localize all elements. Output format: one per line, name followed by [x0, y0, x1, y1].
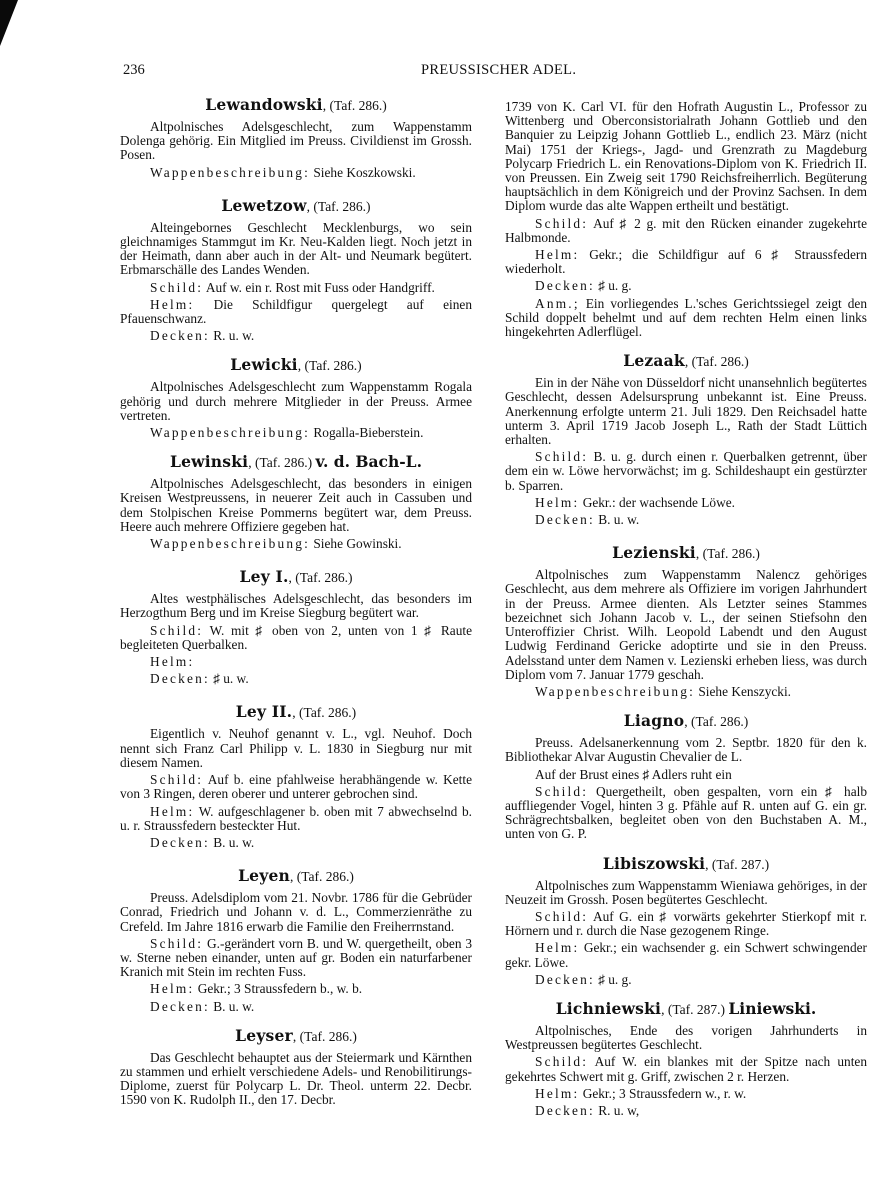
entry-mantling — [505, 279, 867, 293]
entry-name: Leyser — [235, 1025, 293, 1045]
entry-shield — [120, 937, 472, 980]
field-label: Decken: — [150, 834, 210, 850]
entry-name: Libiszowski — [602, 853, 706, 873]
field-label: Decken: — [150, 671, 210, 687]
entry-mantling — [120, 1000, 472, 1014]
field-value: R. u. w, — [594, 1102, 640, 1118]
entry-mantling — [120, 836, 472, 850]
field-value: Gekr.; die Schildfigur auf 6 ♯ Straussfedern wiederholt. — [505, 247, 867, 277]
entry-heading — [505, 1000, 867, 1018]
running-title: PREUSSISCHER ADEL. — [421, 62, 577, 78]
field-value: Gekr.; 3 Straussfedern b., w. b. — [194, 981, 363, 997]
entry-name: Lewinski — [170, 452, 249, 472]
entry-heading — [505, 712, 867, 730]
field-label: Helm: — [535, 247, 580, 263]
entry-heading — [505, 544, 867, 562]
entry-plate-ref: , (Taf. 286.) — [322, 98, 387, 113]
entry-shield — [505, 217, 867, 245]
scan-edge-shadow — [0, 0, 18, 46]
field-label: Helm: — [150, 803, 195, 819]
entry-name: Liagno — [623, 711, 685, 731]
entry-lezaak — [505, 352, 867, 527]
entry-shield — [505, 450, 867, 493]
entry-plate-ref: , (Taf. 286.) — [288, 570, 353, 586]
field-label: Schild: — [150, 772, 204, 788]
entry-description: Altpolnisches Adelsgeschlecht zum Wappenstamm Rogala gehörig und durch mehrere Mitglieder in der Preuss. Armee vertreten. — [120, 379, 472, 423]
field-value: Auf ♯ 2 g. mit den Rücken einander zugekehrte Halbmonde. — [505, 215, 867, 245]
entry-plate-ref: , (Taf. 286.) — [297, 358, 362, 374]
field-value: B. u. w. — [209, 834, 255, 850]
entry-alias: Liniewski. — [728, 998, 817, 1018]
entry-plate-ref: , (Taf. 286.) — [248, 455, 316, 471]
entry-plate-ref: , (Taf. 286.) — [292, 1028, 357, 1044]
entry-plate-ref: , (Taf. 286.) — [695, 546, 760, 562]
entry-heading — [120, 1027, 472, 1045]
entry-plate-ref: , (Taf. 286.) — [684, 714, 749, 730]
field-value: W. mit ♯ oben von 2, unten von 1 ♯ Raute begleiteten Querbalken. — [120, 622, 472, 652]
entry-plate-ref: , (Taf. 287.) — [661, 1001, 729, 1017]
entry-description: Preuss. Adelsanerkennung vom 2. Septbr. 1820 für den k. Bibliothekar Alvar Augustin Chevalier de L. — [505, 735, 867, 765]
entry-alias: v. d. Bach-L. — [315, 452, 422, 472]
field-label: Wappenbeschreibung: — [535, 683, 696, 699]
entry-shield — [505, 1055, 867, 1083]
entry-description: Preuss. Adelsdiplom vom 21. Novbr. 1786 für die Gebrüder Conrad, Friedrich und Johann v. d. L., Commerzienräthe zu Crefeld. Im Jahre 1816 erwarb die Familie den Freiherrnstand. — [120, 890, 472, 934]
entry-lewinski — [120, 453, 472, 551]
entry-heading — [120, 568, 472, 586]
field-label: Decken: — [150, 328, 210, 344]
field-label: Helm: — [535, 940, 580, 956]
entry-shield — [120, 773, 472, 801]
entry-blazon — [120, 537, 472, 551]
field-value: Rogalla-Bieberstein. — [310, 425, 424, 441]
entry-description: Altes westphälisches Adelsgeschlecht, das besonders im Herzogthum Berg und im Kreise Siegburg begütert war. — [120, 591, 472, 621]
entry-helm — [505, 941, 867, 969]
running-head — [123, 62, 868, 82]
entry-helm — [120, 655, 472, 669]
entry-heading — [120, 197, 472, 215]
entry-description: Altpolnisches zum Wappenstamm Wieniawa gehöriges, in der Neuzeit im Grossh. Posen begütertes Geschlecht. — [505, 877, 867, 907]
field-value: B. u. g. durch einen r. Querbalken getrennt, über dem ein w. Löwe hervorwächst; im g. Schildeshaupt ein gestürzter b. Sparren. — [505, 449, 867, 493]
entry-lichniewski — [505, 1000, 867, 1118]
field-value: B. u. w. — [594, 512, 640, 528]
entry-name: Lezienski — [612, 543, 696, 563]
field-label: Schild: — [535, 449, 589, 465]
field-label: Schild: — [535, 1054, 589, 1070]
entry-leyser-continued — [505, 100, 867, 339]
field-value: Auf w. ein r. Rost mit Fuss oder Handgriff. — [203, 279, 435, 295]
entry-plate-ref: , (Taf. 286.) — [289, 869, 354, 885]
left-column — [120, 96, 472, 1111]
entry-name: Ley II. — [235, 702, 293, 722]
entry-shield — [505, 785, 867, 842]
field-label: Schild: — [150, 935, 204, 951]
field-label: Helm: — [150, 654, 195, 670]
entry-ley-i — [120, 568, 472, 686]
field-value: Quergetheilt, oben gespalten, vorn ein ♯ halb auffliegender Vogel, hinten 3 g. Pfähle auf R. unten auf G. ein gr. Schrägrechtsbalken, begleitet oben von den Buchstaben A. M., unten von G. P. — [505, 783, 867, 842]
entry-heading — [120, 453, 472, 471]
field-value: Die Schildfigur quergelegt auf einen Pfauenschwanz. — [120, 296, 472, 327]
entry-mantling — [120, 672, 472, 686]
entry-helm — [120, 298, 472, 326]
entry-helm — [505, 1087, 867, 1101]
entry-liagno — [505, 712, 867, 841]
entry-heading — [120, 96, 472, 114]
field-label: Schild: — [535, 783, 589, 799]
field-label: Helm: — [535, 494, 580, 510]
field-value: Auf G. ein ♯ vorwärts gekehrter Stierkopf mit r. Hörnern und r. durch die Nase gezogenem Ringe. — [505, 908, 867, 939]
entry-lewandowski — [120, 96, 472, 180]
entry-mantling — [505, 1104, 867, 1118]
field-label: Helm: — [150, 981, 195, 997]
field-value: Gekr.; 3 Straussfedern w., r. w. — [579, 1085, 747, 1101]
field-label: Schild: — [535, 908, 589, 924]
entry-shield — [505, 910, 867, 938]
entry-heading — [120, 867, 472, 885]
entry-helm — [120, 982, 472, 996]
field-label: Wappenbeschreibung: — [150, 425, 311, 441]
entry-libiszowski — [505, 855, 867, 987]
entry-plate-ref: , (Taf. 286.) — [306, 198, 371, 214]
entry-name: Leyen — [238, 866, 290, 886]
field-value: Gekr.: der wachsende Löwe. — [579, 494, 735, 510]
entry-lewetzow — [120, 197, 472, 344]
field-label: Wappenbeschreibung: — [150, 164, 311, 180]
field-value: ♯ u. g. — [594, 278, 632, 294]
field-value: Auf b. eine pfahlweise herabhängende w. Kette von 3 Ringen, deren oberer und unterer gebrochen sind. — [120, 772, 472, 802]
field-value: ♯ u. g. — [594, 971, 632, 987]
field-value: W. aufgeschlagener b. oben mit 7 abwechselnd b. u. r. Straussfedern besteckter Hut. — [120, 803, 472, 833]
field-label: Helm: — [150, 296, 195, 312]
entry-mantling — [505, 513, 867, 527]
entry-note — [505, 297, 867, 340]
entry-mantling — [120, 329, 472, 343]
entry-lezienski — [505, 544, 867, 699]
entry-blazon — [120, 166, 472, 180]
entry-description: Das Geschlecht behauptet aus der Steiermark und Kärnthen zu stammen und erhielt verschiedene Adels- und Renobilitirungs-Diplome, zuerst für Polycarp L. Dr. Theol. unterm 22. Decbr. 1590 von K. Rudolph II., den 17. Decbr. — [120, 1049, 472, 1108]
entry-heading — [120, 356, 472, 374]
field-label: Decken: — [535, 278, 595, 294]
entry-helm — [505, 248, 867, 276]
entry-name: Lichniewski — [555, 998, 662, 1018]
field-value: Siehe Koszkowski. — [310, 164, 416, 180]
entry-description: Altpolnisches zum Wappenstamm Nalencz gehöriges Geschlecht, aus dem mehrere als Offiziere im vorigen Jahrhundert in der Preuss. Armee dienten. Als Letzter seines Stammes bezeichnet sich Johann Jacob v. L., der seinen Stiefsohn den Unteroffizier Christ. Wilh. Leopold Labendt und den August Ludwig Ferdinand Gericke adoptirte und sie in den Preuss. Adelsstand unter dem Namen v. Lezienski erheben liess, was durch Diplom vom 7. Januar 1779 geschah. — [505, 567, 867, 682]
entry-mantling — [505, 973, 867, 987]
entry-blazon — [120, 426, 472, 440]
field-value: R. u. w. — [209, 328, 255, 344]
field-label: Decken: — [535, 971, 595, 987]
field-value: G.-gerändert vorn B. und W. quergetheilt, oben 3 w. Sterne neben einander, unten auf gr. Boden ein naturfarbener Kranich mit Stein im rechten Fuss. — [120, 935, 472, 980]
field-value: Ein vorliegendes L.'sches Gerichtssiegel zeigt den Schild doppelt behelmt und auf dem rechten Helm einen links hingekehrten Adlerflügel. — [505, 295, 867, 340]
entry-helm — [505, 496, 867, 510]
entry-description: Eigentlich v. Neuhof genannt v. L., vgl. Neuhof. Doch nennt sich Franz Carl Philipp v. L. 1830 in Siegburg nur mit diesem Namen. — [120, 726, 472, 770]
field-label: Decken: — [535, 512, 595, 528]
entry-plate-ref: , (Taf. 287.) — [705, 856, 770, 872]
field-value: Auf W. ein blankes mit der Spitze nach unten gekehrtes Schwert mit g. Griff, zwischen 2 r. Herzen. — [505, 1054, 867, 1084]
entry-lewicki — [120, 356, 472, 440]
entry-name: Lewandowski — [205, 95, 323, 114]
field-label: Schild: — [150, 622, 204, 638]
entry-ley-ii — [120, 703, 472, 850]
entry-helm — [120, 805, 472, 833]
field-value: ♯ u. w. — [209, 671, 249, 687]
field-value: B. u. w. — [209, 998, 255, 1014]
entry-heading — [505, 352, 867, 370]
entry-blazon — [505, 685, 867, 699]
entry-plate-ref: , (Taf. 286.) — [292, 705, 357, 721]
entry-description: Ein in der Nähe von Düsseldorf nicht unansehnlich begütertes Geschlecht, dessen Adelsursprung unbekannt ist. Eine Preuss. Anerkennung erfolgte unterm 21. Juli 1829. Den Reichsadel hatte unterm 3. April 1719 Jacob Joseph L., Rath der Stadt Lüttich erhalten. — [505, 375, 867, 448]
field-label: Schild: — [150, 279, 204, 295]
entry-leyser — [120, 1027, 472, 1108]
entry-heading — [505, 855, 867, 873]
field-label: Helm: — [535, 1085, 580, 1101]
entry-plate-ref: , (Taf. 286.) — [684, 354, 749, 370]
entry-description: Altpolnisches Adelsgeschlecht, zum Wappenstamm Dolenga gehörig. Ein Mitglied im Preuss. Civildienst im Grossh. Posen. — [120, 119, 472, 163]
entry-name: Ley I. — [239, 567, 289, 587]
entry-shield — [120, 281, 472, 295]
entry-description: Altpolnisches Adelsgeschlecht, das besonders in einigen Kreisen Westpreussens, in neuerer Zeit auch in Cassuben und dem Stolpischen Kreise Pommerns begütert war, dem Preuss. Heere auch mehrere Offiziere gegeben hat. — [120, 476, 472, 534]
field-label: Anm.; — [535, 295, 580, 311]
field-value: Gekr.; ein wachsender g. ein Schwert schwingender gekr. Löwe. — [505, 940, 867, 970]
entry-leyen — [120, 867, 472, 1014]
field-label: Decken: — [150, 998, 210, 1014]
entry-description: Auf der Brust eines ♯ Adlers ruht ein — [535, 766, 732, 782]
entry-name: Lewicki — [230, 355, 298, 375]
page-number: 236 — [123, 62, 145, 78]
field-value: Siehe Gowinski. — [310, 536, 402, 552]
entry-shield — [120, 624, 472, 652]
entry-heading — [120, 703, 472, 721]
field-value: Siehe Kenszycki. — [695, 683, 792, 699]
entry-name: Lezaak — [623, 351, 685, 371]
field-label: Wappenbeschreibung: — [150, 536, 311, 552]
right-column — [505, 100, 867, 1121]
field-label: Decken: — [535, 1102, 595, 1118]
entry-description: Alteingebornes Geschlecht Mecklenburgs, wo sein gleichnamiges Stammgut im Kr. Neu-Kalden liegt. Noch jetzt in der Heimath, dann aber auch in der Alt- und Neumark begütert. Erbmarschälle des Landes Wenden. — [120, 219, 472, 278]
entry-description: Altpolnisches, Ende des vorigen Jahrhunderts in Westpreussen begütertes Geschlecht. — [505, 1022, 867, 1053]
entry-description-continued: 1739 von K. Carl VI. für den Hofrath Augustin L., Professor zu Wittenberg und Oberconsistorialrath Johann Gottlieb und den Banquier zu Leipzig Johann Gottlieb L., endlich 23. März (nicht Mai) 1751 der Kriegs-, Jagd- und Grenzrath zu Magdeburg Polycarp Friedrich L. ein Renovations-Diplom von K. Friedrich II. von Preussen. Ein Zweig seit 1790 Reichsfreiherrlich. Begüterung hauptsächlich in dem Königreich und der Provinz Sachsen. In dem Diplom wurde das alte Wappen ertheilt und bestätigt. — [505, 99, 867, 214]
entry-name: Lewetzow — [221, 195, 307, 215]
field-label: Schild: — [535, 215, 589, 231]
